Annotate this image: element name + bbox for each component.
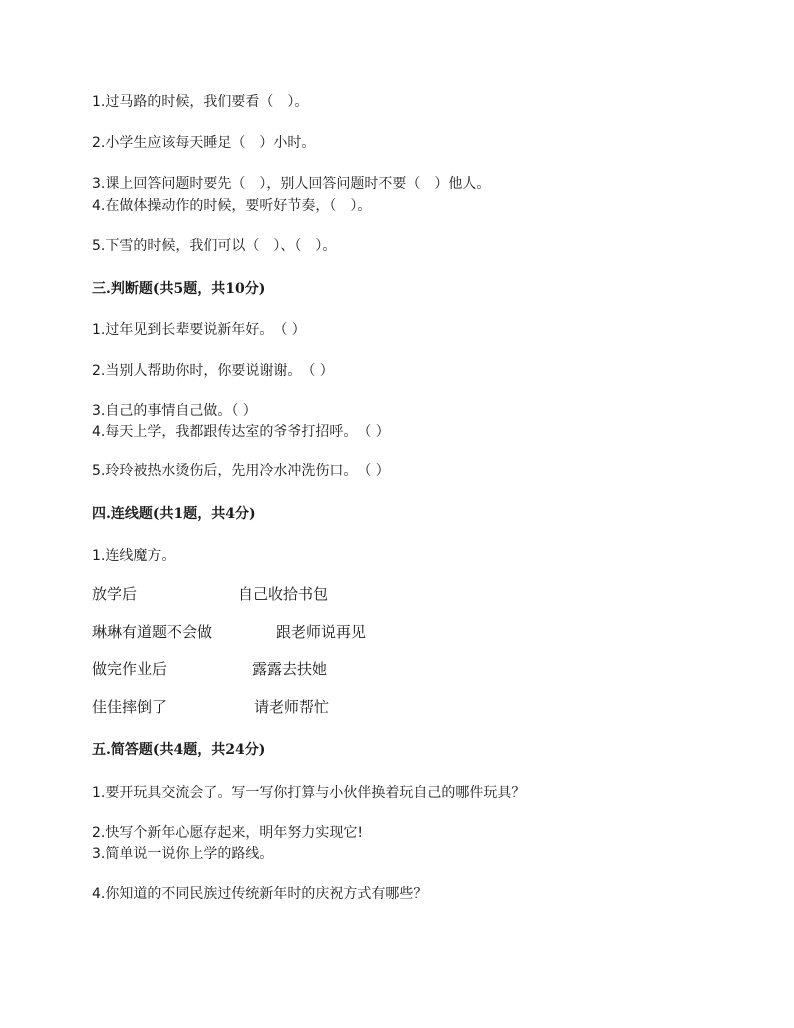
true-false-item-5: 5.玲玲被热水烫伤后，先用冷水冲洗伤口。 （ ）: [92, 463, 390, 479]
section-heading-true-false: 三.判断题(共5题，共10分): [92, 281, 266, 297]
matching-right-item-2: 跟老师说再见: [276, 623, 367, 641]
short-answer-item-3: 3.简单说一说你上学的路线。: [92, 846, 274, 862]
true-false-item-4: 4.每天上学，我都跟传达室的爷爷打招呼。 （ ）: [92, 424, 390, 440]
section-heading-matching: 四.连线题(共1题，共4分): [92, 506, 256, 522]
matching-right-item-1: 自己收拾书包: [238, 585, 329, 603]
matching-left-item-1: 放学后: [92, 585, 138, 603]
section-heading-short-answer: 五.简答题(共4题，共24分): [92, 742, 266, 758]
true-false-item-1: 1.过年见到长辈要说新年好。 （ ）: [92, 322, 306, 338]
short-answer-item-2: 2.快写个新年心愿存起来，明年努力实现它!: [92, 825, 363, 841]
matching-question: 1.连线魔方。: [92, 548, 176, 564]
fill-in-item-2: 2.小学生应该每天睡足（ ）小时。: [92, 135, 316, 151]
fill-in-item-3: 3.课上回答问题时要先（ ），别人回答问题时不要（ ）他人。: [92, 176, 491, 192]
fill-in-item-4: 4.在做体操动作的时候，要听好节奏，（ ）。: [92, 198, 372, 214]
matching-right-item-4: 请老师帮忙: [254, 698, 330, 716]
short-answer-item-4: 4.你知道的不同民族过传统新年时的庆祝方式有哪些？: [92, 886, 428, 902]
fill-in-item-5: 5.下雪的时候，我们可以（ ）、（ ）。: [92, 238, 337, 254]
matching-left-item-3: 做完作业后: [92, 660, 168, 678]
fill-in-item-1: 1.过马路的时候，我们要看（ ）。: [92, 94, 309, 110]
matching-left-item-4: 佳佳摔倒了: [92, 698, 168, 716]
true-false-item-3: 3.自己的事情自己做。（ ）: [92, 403, 257, 419]
short-answer-item-1: 1.要开玩具交流会了。写一写你打算与小伙伴换着玩自己的哪件玩具？: [92, 785, 526, 801]
matching-right-item-3: 露露去扶她: [252, 660, 328, 678]
true-false-item-2: 2.当别人帮助你时，你要说谢谢。 （ ）: [92, 363, 334, 379]
matching-left-item-2: 琳琳有道题不会做: [92, 623, 213, 641]
